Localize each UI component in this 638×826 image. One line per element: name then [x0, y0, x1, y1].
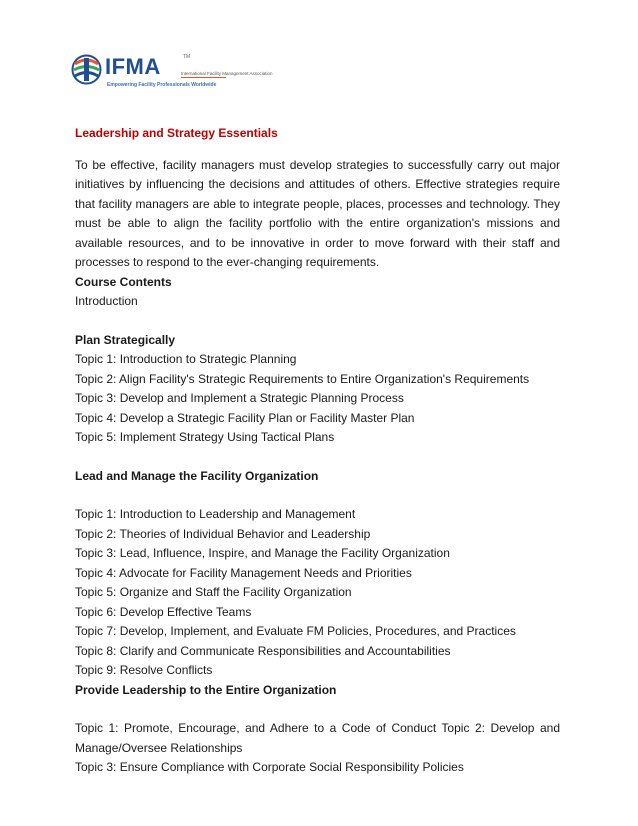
ifma-logo: [71, 50, 273, 90]
section-heading: Lead and Manage the Facility Organization: [75, 468, 319, 483]
topic-item: Topic 1: Introduction to Strategic Planning: [75, 352, 297, 366]
globe-logo-icon: [71, 54, 102, 85]
topic-item: Topic 3: Ensure Compliance with Corporate Social Responsibility Policies: [75, 760, 464, 774]
section-heading: Provide Leadership to the Entire Organization: [75, 682, 337, 697]
topic-item: Topic 2: Align Facility's Strategic Requirements to Entire Organization's Requirements: [75, 371, 530, 386]
document-body: [75, 124, 560, 778]
section-heading: Plan Strategically: [75, 332, 176, 347]
course-contents-heading: Course Contents: [75, 274, 172, 289]
topic-item: Topic 6: Develop Effective Teams: [75, 604, 252, 619]
logo-wordmark: IFMA: [105, 54, 161, 79]
topic-item: Topic 5: Organize and Staff the Facility Organization: [75, 585, 352, 599]
logo-tagline: Empowering Facility Professionals Worldwide: [107, 82, 217, 88]
topic-item: Topic 1: Introduction to Leadership and Management: [75, 507, 356, 521]
topic-item: Topic 3: Develop and Implement a Strategic Planning Process: [75, 391, 404, 405]
topic-item: Topic 2: Theories of Individual Behavior and Leadership: [75, 526, 371, 541]
topic-item: Topic 9: Resolve Conflicts: [75, 663, 213, 677]
topic-item: Topic 3: Lead, Influence, Inspire, and Manage the Facility Organization: [75, 546, 450, 560]
document-title: Leadership and Strategy Essentials: [75, 126, 278, 140]
topic-item: Topic 7: Develop, Implement, and Evaluate FM Policies, Procedures, and Practices: [75, 624, 516, 638]
introduction-item: Introduction: [75, 294, 138, 308]
topic-item: Topic 4: Advocate for Facility Management Needs and Priorities: [75, 565, 412, 580]
intro-paragraph: To be effective, facility managers must develop strategies to successfully carry out major initiatives by influencing the decisions and attitudes of others. Effective strategies require that facility managers are able to integrate people, places, processes and technology. They must be able to align the facility portfolio with the entire organization's missions and available resources, and to be innovative in order to move forward with their staff and processes to respond to the ever-changing requirements.: [75, 157, 560, 269]
logo-trademark: TM: [183, 54, 191, 60]
topic-item: Topic 4: Develop a Strategic Facility Plan or Facility Master Plan: [75, 410, 415, 425]
topic-paragraph: Topic 1: Promote, Encourage, and Adhere to a Code of Conduct Topic 2: Develop and Manage/Oversee Relationships: [75, 721, 560, 755]
topic-item: Topic 5: Implement Strategy Using Tactical Plans: [75, 430, 335, 444]
logo-subtitle: International Facility Management Association: [181, 71, 273, 76]
topic-item: Topic 8: Clarify and Communicate Responsibilities and Accountabilities: [75, 643, 451, 658]
logo-divider: [181, 77, 226, 78]
